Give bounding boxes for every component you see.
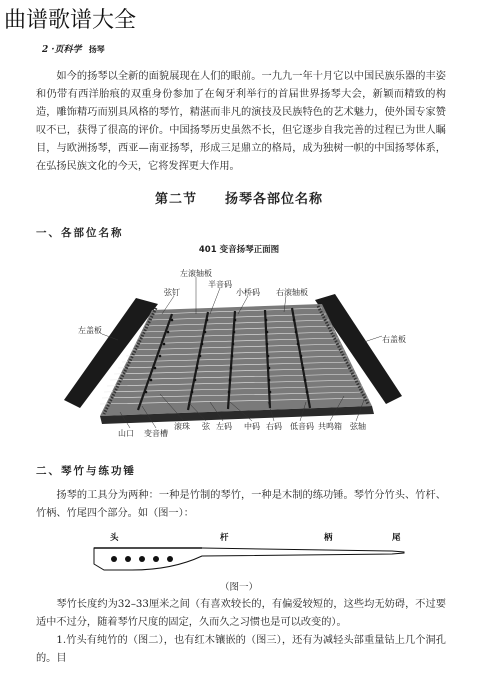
part2-paragraph: 扬琴的工具分为两种：一种是竹制的琴竹，一种是木制的练功锤。琴竹分竹头、竹杆、竹柄、竹尾四个部分。如（图一）： [36, 490, 446, 519]
site-title: 曲谱歌谱大全 [4, 8, 137, 33]
series-name: ·页科学 [51, 45, 82, 55]
label-right-lid: 右盖板 [382, 335, 406, 344]
label-sound-box: 共鸣箱 [318, 422, 342, 431]
part2-heading: 二、琴竹与练功锤 [36, 465, 136, 477]
label-right-bridge: 右码 [266, 422, 282, 431]
stick-label-tail: 尾 [392, 533, 401, 543]
label-bass-bridge: 低音码 [290, 422, 314, 431]
paragraph-item1: 1.竹头有纯竹的（图二），也有红木镶嵌的（图三），还有为减轻头部重量钻上几个洞孔的。目 [36, 635, 446, 664]
section-number: 第二节 [154, 192, 197, 207]
label-nut: 山口 [118, 429, 134, 438]
label-string: 弦 [202, 422, 210, 431]
label-right-axle-plate: 右滚轴板 [276, 288, 308, 297]
dulcimer-diagram [60, 258, 410, 443]
section-heading: 扬琴各部位名称 [225, 192, 324, 207]
running-head [42, 42, 105, 55]
part1-heading: 一、各部位名称 [36, 227, 124, 239]
label-half-bridge: 半音码 [208, 280, 232, 289]
stick-label-head: 头 [110, 533, 119, 543]
label-string-axle: 弦轴 [350, 422, 366, 431]
section-title [0, 188, 478, 207]
label-left-bridge: 左码 [216, 422, 232, 431]
intro-paragraph: 如今的扬琴以全新的面貌展现在人们的眼前。一九九一年十月它以中国民族乐器的丰姿和仍带有西洋胎痕的双重身份参加了在匈牙利举行的首届世界扬琴大会，新颖而精致的构造，雕饰精巧而别具风格的琴竹，精湛而非凡的演技及民族特色的艺术魅力，使外国专家赞叹不已，获得了很高的评价。中国扬琴历史虽然不长，但它逐步自我完善的过程已为世人瞩目，与欧洲扬琴，西亚—南亚扬琴，形成三足鼎立的格局，成为独树一帜的中国扬琴体系，在弘扬民族文化的今天，它将发挥更大作用。 [36, 71, 446, 172]
stick-label-shaft: 杆 [220, 533, 229, 543]
stick-label-handle: 柄 [324, 533, 333, 543]
paragraph-stick-length: 琴竹长度约为32–33厘米之间（有喜欢较长的，有偏爱较短的，这些均无妨碍，不过要适中不过分，随着琴竹尺度的固定，久而久之习惯也是可以改变的）。 [36, 599, 446, 628]
book-name: 扬琴 [88, 44, 105, 54]
stick-diagram [92, 530, 422, 576]
label-sliding-groove: 变音槽 [144, 429, 168, 438]
page-number: 2 [42, 45, 49, 55]
figure2-caption: （图一） [219, 582, 258, 593]
label-roller: 滚珠 [174, 422, 190, 431]
label-left-axle-plate: 左滚轴板 [180, 269, 212, 278]
figure1-caption: 401 变音扬琴正面图 [198, 245, 280, 255]
label-tuning-pin: 弦钉 [164, 288, 180, 297]
label-small-bridge: 小桥码 [236, 288, 260, 297]
label-left-lid: 左盖板 [78, 326, 102, 335]
label-middle-bridge: 中码 [244, 422, 260, 431]
